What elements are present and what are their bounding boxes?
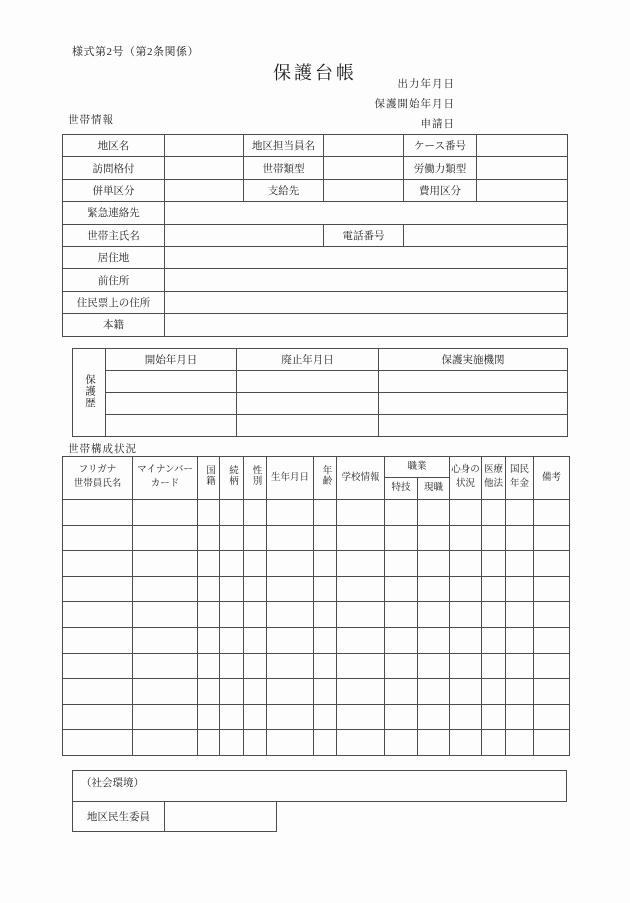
payee-value-cell	[324, 179, 404, 201]
member-cell	[482, 500, 506, 526]
member-cell	[418, 704, 450, 730]
member-cell	[220, 551, 244, 577]
member-cell	[267, 730, 314, 756]
member-cell	[63, 525, 133, 551]
member-cell	[385, 551, 418, 577]
member-cell	[385, 653, 418, 679]
member-cell	[506, 627, 534, 653]
table-row	[73, 349, 568, 371]
member-cell	[198, 551, 220, 577]
district-staff-label: 地区担当員名	[244, 135, 324, 157]
history-row	[73, 415, 568, 437]
member-cell	[506, 730, 534, 756]
member-cell	[385, 525, 418, 551]
member-cell	[534, 525, 570, 551]
member-cell	[534, 653, 570, 679]
member-cell	[220, 704, 244, 730]
protection-history-vertical-label: 保護歴	[73, 349, 106, 437]
member-cell	[63, 500, 133, 526]
member-cell	[198, 500, 220, 526]
district-name-value-cell	[165, 135, 244, 157]
member-cell	[244, 730, 267, 756]
member-cell	[314, 730, 337, 756]
member-cell	[314, 551, 337, 577]
medical-other-law-column-header: 医療 他法	[482, 457, 506, 500]
member-cell	[534, 679, 570, 705]
social-environment-label: （社会環境）	[81, 778, 144, 789]
household-composition-table	[62, 456, 570, 756]
member-cell	[267, 627, 314, 653]
member-cell	[418, 730, 450, 756]
heitan-category-value-cell	[165, 179, 244, 201]
residence-label: 居住地	[63, 246, 165, 268]
member-cell	[418, 679, 450, 705]
member-cell	[534, 704, 570, 730]
birth-date-column-header: 生年月日	[267, 457, 314, 500]
member-cell	[506, 704, 534, 730]
member-cell	[314, 602, 337, 628]
member-cell	[198, 525, 220, 551]
member-cell	[244, 627, 267, 653]
member-cell	[385, 500, 418, 526]
member-cell	[506, 525, 534, 551]
member-cell	[482, 704, 506, 730]
member-row	[63, 576, 570, 602]
member-cell	[133, 679, 198, 705]
member-cell	[534, 500, 570, 526]
head-name-value-cell	[165, 224, 324, 246]
member-cell	[220, 525, 244, 551]
member-cell	[133, 500, 198, 526]
member-cell	[385, 704, 418, 730]
occupation-current-subheader: 現職	[418, 478, 450, 500]
member-cell	[314, 576, 337, 602]
member-cell	[244, 679, 267, 705]
member-row	[63, 653, 570, 679]
history-row	[73, 371, 568, 393]
member-cell	[506, 500, 534, 526]
member-cell	[482, 525, 506, 551]
household-info-section-label: 世帯情報	[68, 115, 114, 126]
condition-column-header: 心身の 状況	[450, 457, 482, 500]
member-cell	[220, 653, 244, 679]
member-cell	[418, 551, 450, 577]
mynumber-card-column-header: マイナンバー カード	[133, 457, 198, 500]
member-cell	[337, 525, 385, 551]
table-row	[63, 269, 568, 291]
header-row	[63, 457, 570, 478]
school-info-column-header: 学校情報	[337, 457, 385, 500]
member-cell	[314, 679, 337, 705]
age-column-header: 年齢	[314, 457, 337, 500]
member-cell	[198, 679, 220, 705]
domicile-label: 本籍	[63, 314, 165, 336]
district-staff-value-cell	[324, 135, 404, 157]
member-cell	[337, 500, 385, 526]
household-type-value-cell	[324, 157, 404, 179]
member-cell	[63, 653, 133, 679]
member-cell	[450, 653, 482, 679]
member-cell	[337, 730, 385, 756]
history-row	[73, 393, 568, 415]
member-cell	[267, 525, 314, 551]
member-cell	[267, 704, 314, 730]
member-cell	[482, 679, 506, 705]
member-cell	[267, 551, 314, 577]
table-row	[63, 157, 568, 179]
member-cell	[267, 602, 314, 628]
member-cell	[267, 653, 314, 679]
member-cell	[337, 679, 385, 705]
district-name-label: 地区名	[63, 135, 165, 157]
history-cell	[106, 371, 237, 393]
heitan-category-label: 併単区分	[63, 179, 165, 201]
member-cell	[63, 730, 133, 756]
head-name-label: 世帯主氏名	[63, 224, 165, 246]
phone-value-cell	[404, 224, 568, 246]
member-cell	[418, 653, 450, 679]
history-cell	[379, 415, 568, 437]
output-date-label: 出力年月日	[397, 79, 455, 90]
member-cell	[337, 551, 385, 577]
cost-category-value-cell	[477, 179, 568, 201]
member-cell	[534, 576, 570, 602]
member-row	[63, 602, 570, 628]
member-cell	[506, 679, 534, 705]
member-cell	[220, 679, 244, 705]
member-cell	[450, 602, 482, 628]
district-commissioner-value-cell	[165, 801, 277, 832]
member-cell	[450, 525, 482, 551]
member-row	[63, 525, 570, 551]
member-cell	[418, 602, 450, 628]
member-cell	[63, 679, 133, 705]
visit-rating-label: 訪問格付	[63, 157, 165, 179]
member-cell	[244, 602, 267, 628]
member-cell	[418, 627, 450, 653]
member-cell	[63, 627, 133, 653]
member-cell	[482, 730, 506, 756]
member-cell	[534, 627, 570, 653]
previous-address-value-cell	[165, 269, 568, 291]
member-cell	[534, 551, 570, 577]
labor-type-label: 労働力類型	[404, 157, 477, 179]
district-commissioner-row	[72, 801, 277, 832]
table-row	[63, 179, 568, 201]
member-cell	[198, 653, 220, 679]
member-cell	[534, 730, 570, 756]
member-cell	[482, 551, 506, 577]
member-cell	[220, 730, 244, 756]
member-cell	[450, 576, 482, 602]
case-number-label: ケース番号	[404, 135, 477, 157]
member-cell	[244, 551, 267, 577]
occupation-group-header: 職業	[385, 457, 450, 478]
member-cell	[385, 602, 418, 628]
member-cell	[198, 704, 220, 730]
district-commissioner-label: 地区民生委員	[72, 801, 165, 832]
member-cell	[244, 576, 267, 602]
history-cell	[379, 371, 568, 393]
history-cell	[237, 393, 379, 415]
member-cell	[385, 627, 418, 653]
household-type-label: 世帯類型	[244, 157, 324, 179]
domicile-value-cell	[165, 314, 568, 336]
member-cell	[418, 576, 450, 602]
cost-category-label: 費用区分	[404, 179, 477, 201]
member-cell	[450, 730, 482, 756]
member-cell	[244, 500, 267, 526]
national-pension-column-header: 国民 年金	[506, 457, 534, 500]
labor-type-value-cell	[477, 157, 568, 179]
member-cell	[337, 576, 385, 602]
member-cell	[450, 704, 482, 730]
history-cell	[379, 393, 568, 415]
social-environment-box	[72, 770, 567, 802]
registered-address-value-cell	[165, 291, 568, 313]
member-cell	[133, 627, 198, 653]
member-cell	[337, 653, 385, 679]
member-cell	[198, 730, 220, 756]
member-cell	[63, 551, 133, 577]
history-cell	[106, 415, 237, 437]
previous-address-label: 前住所	[63, 269, 165, 291]
member-cell	[133, 576, 198, 602]
case-number-value-cell	[477, 135, 568, 157]
member-cell	[267, 679, 314, 705]
protection-start-date-label: 保護開始年月日	[374, 99, 455, 110]
remarks-column-header: 備考	[534, 457, 570, 500]
member-cell	[450, 500, 482, 526]
member-row	[63, 679, 570, 705]
member-cell	[244, 704, 267, 730]
member-row	[63, 730, 570, 756]
history-cell	[237, 371, 379, 393]
visit-rating-value-cell	[165, 157, 244, 179]
member-cell	[244, 525, 267, 551]
registered-address-label: 住民票上の住所	[63, 291, 165, 313]
nationality-column-header: 国籍	[198, 457, 220, 500]
member-cell	[314, 525, 337, 551]
member-cell	[418, 500, 450, 526]
date-block	[375, 75, 456, 135]
member-cell	[385, 576, 418, 602]
member-cell	[198, 602, 220, 628]
member-cell	[63, 576, 133, 602]
end-date-column-header: 廃止年月日	[237, 349, 379, 371]
emergency-contact-value-cell	[165, 202, 568, 224]
member-cell	[506, 653, 534, 679]
member-cell	[133, 602, 198, 628]
phone-label: 電話番号	[324, 224, 404, 246]
member-cell	[337, 627, 385, 653]
member-cell	[534, 602, 570, 628]
member-cell	[63, 704, 133, 730]
member-cell	[220, 576, 244, 602]
member-cell	[450, 551, 482, 577]
application-date-label: 申請日	[420, 119, 455, 130]
member-cell	[133, 551, 198, 577]
member-cell	[267, 500, 314, 526]
member-cell	[198, 627, 220, 653]
protection-history-table	[72, 348, 568, 437]
member-row	[63, 627, 570, 653]
table-row	[63, 246, 568, 268]
member-cell	[220, 500, 244, 526]
member-cell	[314, 653, 337, 679]
member-cell	[244, 653, 267, 679]
agency-column-header: 保護実施機関	[379, 349, 568, 371]
table-row	[63, 224, 568, 246]
member-cell	[482, 576, 506, 602]
payee-label: 支給先	[244, 179, 324, 201]
member-cell	[450, 679, 482, 705]
member-cell	[482, 627, 506, 653]
member-cell	[418, 525, 450, 551]
member-cell	[385, 679, 418, 705]
member-cell	[314, 704, 337, 730]
sex-column-header: 性別	[244, 457, 267, 500]
member-name-column-header: フリガナ 世帯員氏名	[63, 457, 133, 500]
relationship-column-header: 続柄	[220, 457, 244, 500]
member-cell	[133, 704, 198, 730]
member-cell	[337, 602, 385, 628]
household-composition-section-label: 世帯構成状況	[68, 444, 137, 455]
table-row	[63, 314, 568, 336]
member-cell	[220, 627, 244, 653]
member-cell	[314, 500, 337, 526]
member-cell	[220, 602, 244, 628]
member-cell	[314, 627, 337, 653]
household-info-table	[62, 134, 568, 337]
table-row	[63, 291, 568, 313]
member-cell	[506, 551, 534, 577]
member-cell	[133, 653, 198, 679]
member-cell	[133, 730, 198, 756]
member-row	[63, 704, 570, 730]
member-cell	[482, 653, 506, 679]
occupation-skill-subheader: 特技	[385, 478, 418, 500]
member-cell	[450, 627, 482, 653]
member-cell	[63, 602, 133, 628]
member-cell	[267, 576, 314, 602]
member-cell	[506, 576, 534, 602]
residence-value-cell	[165, 246, 568, 268]
page-title: 保護台帳	[273, 63, 357, 83]
history-cell	[106, 393, 237, 415]
member-cell	[506, 602, 534, 628]
table-row	[63, 202, 568, 224]
table-row	[63, 135, 568, 157]
member-cell	[482, 602, 506, 628]
member-cell	[337, 704, 385, 730]
member-row	[63, 500, 570, 526]
member-cell	[133, 525, 198, 551]
emergency-contact-label: 緊急連絡先	[63, 202, 165, 224]
start-date-column-header: 開始年月日	[106, 349, 237, 371]
member-cell	[385, 730, 418, 756]
member-cell	[198, 576, 220, 602]
member-row	[63, 551, 570, 577]
form-number: 様式第2号（第2条関係）	[72, 46, 199, 58]
history-cell	[237, 415, 379, 437]
